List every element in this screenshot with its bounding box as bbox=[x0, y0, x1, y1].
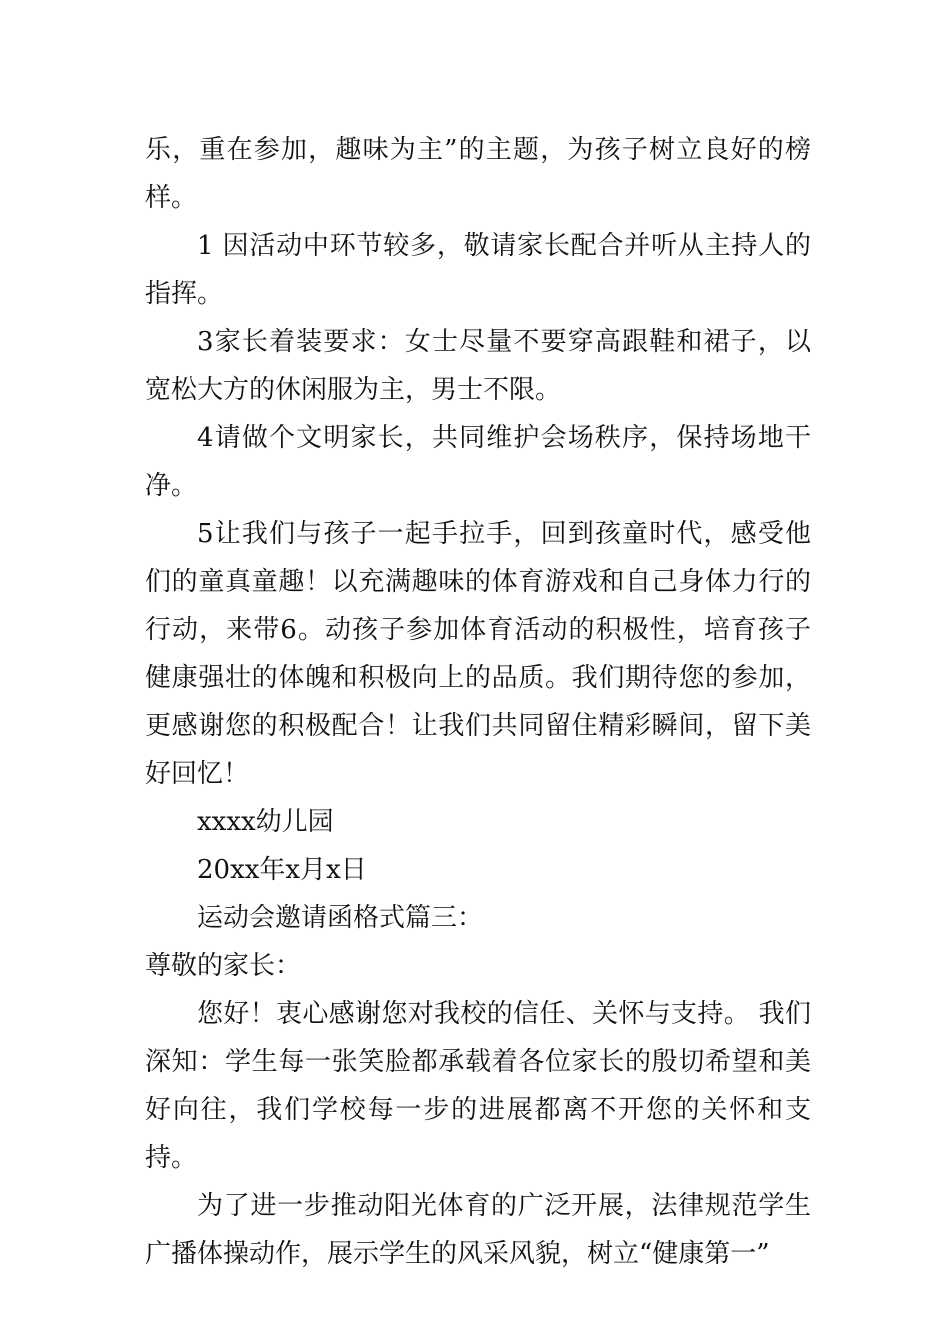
paragraph-greeting: 您好！衷心感谢您对我校的信任、关怀与支持。 我们深知：学生每一张笑脸都承载着各位家长的殷切希望和美好向往，我们学校每一步的进展都离不开您的关怀和支持。 bbox=[145, 999, 811, 1173]
signature-organization: xxxx幼儿园 bbox=[197, 807, 334, 837]
paragraph-continuation: 乐，重在参加，趣味为主”的主题，为孩子树立良好的榜样。 bbox=[145, 135, 811, 213]
paragraph-purpose: 为了进一步推动阳光体育的广泛开展，法律规范学生广播体操动作，展示学生的风采风貌，树立“健康第一” bbox=[145, 1191, 811, 1269]
paragraph-item-1: 1 因活动中环节较多，敬请家长配合并听从主持人的指挥。 bbox=[145, 231, 811, 309]
section-heading: 运动会邀请函格式篇三： bbox=[197, 903, 484, 933]
paragraph-item-5: 5让我们与孩子一起手拉手，回到孩童时代，感受他们的童真童趣！以充满趣味的体育游戏和自己身体力行的行动，来带6。动孩子参加体育活动的积极性，培育孩子健康强壮的体魄和积极向上的品质。我们期待您的参加，更感谢您的积极配合！让我们共同留住精彩瞬间，留下美好回忆！ bbox=[145, 519, 811, 789]
salutation: 尊敬的家长： bbox=[145, 951, 302, 981]
signature-date: 20xx年x月x日 bbox=[197, 855, 367, 885]
document-body bbox=[145, 126, 811, 1278]
paragraph-item-4: 4请做个文明家长，共同维护会场秩序，保持场地干净。 bbox=[145, 423, 811, 501]
paragraph-item-3: 3家长着装要求：女士尽量不要穿高跟鞋和裙子，以宽松大方的休闲服为主，男士不限。 bbox=[145, 327, 811, 405]
